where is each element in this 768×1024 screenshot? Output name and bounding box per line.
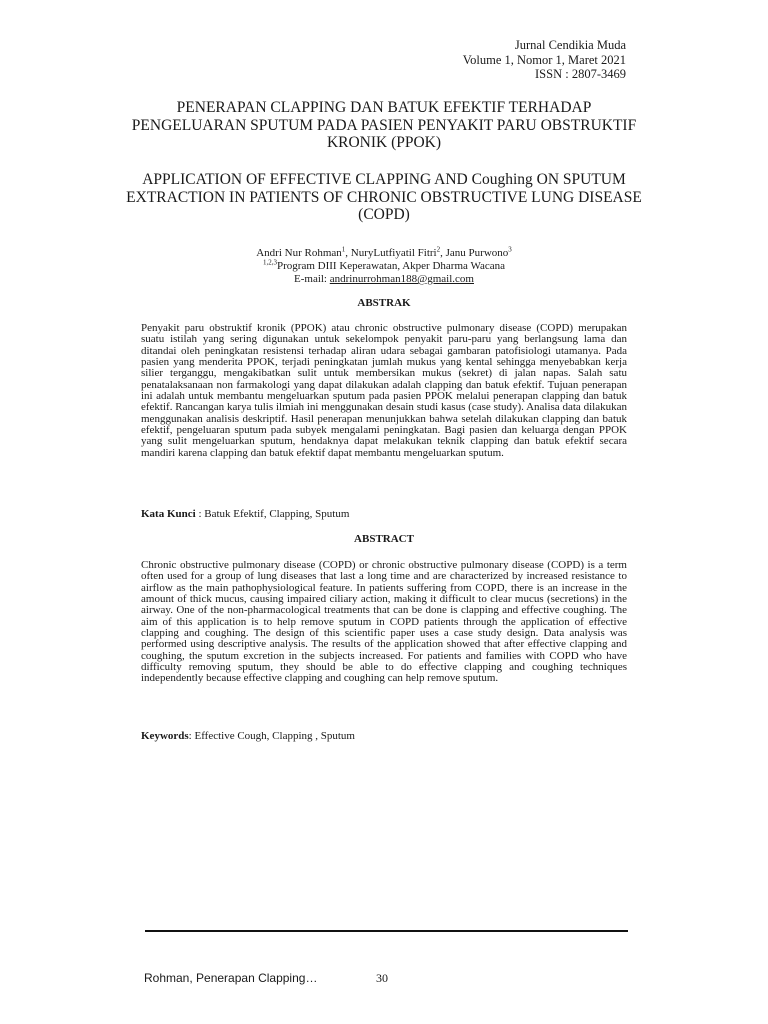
affiliation-text: Program DIII Keperawatan, Akper Dharma Wacana bbox=[277, 260, 505, 272]
running-title: Rohman, Penerapan Clapping… bbox=[144, 971, 318, 985]
kata-kunci-label: Kata Kunci bbox=[141, 508, 196, 520]
journal-header bbox=[463, 38, 626, 82]
email-line bbox=[120, 273, 648, 286]
author-1: Andri Nur Rohman bbox=[256, 247, 342, 259]
keywords-text: : Effective Cough, Clapping , Sputum bbox=[188, 730, 355, 742]
author-2: , NuryLutfiyatil Fitri bbox=[345, 247, 437, 259]
abstract-heading: ABSTRACT bbox=[354, 533, 414, 545]
author-2-sup: 2 bbox=[436, 245, 441, 254]
abstrak-heading: ABSTRAK bbox=[357, 297, 411, 309]
kata-kunci-line bbox=[141, 508, 349, 520]
abstrak-body: Penyakit paru obstruktif kronik (PPOK) atau chronic obstructive pulmonary disease (COPD) merupakan suatu istilah yang sering digunakan untuk sekelompok penyakit paru-paru yang berlangsung lama dan ditandai oleh peningkatan resistensi terhadap aliran udara sebagai gambaran patofisiologi utamanya. Pada pasien yang menderita PPOK, terjadi peningkatan jumlah mukus yang kental sehingga menyebabkan kerja silier terganggu, mengakibatkan sulit untuk membersikan mukus (sekret) di jalan napas. Salah satu penatalaksanaan non farmakologi yang dapat dilakukan adalah clapping dan batuk efektif. Tujuan penerapan ini adalah untuk membantu mengeluarkan sputum pada pasien PPOK melalui penerapan clapping dan batuk efektif. Rancangan karya tulis ilmiah ini menggunakan desain studi kasus (case study). Analisa data dilakukan menggunakan analisis deskriptif. Hasil penerapan menunjukkan bahwa setelah dilakukan clapping dan batuk efektif, pengeluaran sputum pada subyek mengalami peningkatan. Bagi pasien dan keluarga dengan PPOK yang sulit mengeluarkan sputum, hendaknya dapat melakukan teknik clapping dan batuk efektif secara mandiri karena clapping dan batuk efektif dapat membantu mengeluarkan sputum. bbox=[141, 322, 627, 459]
keywords-label: Keywords bbox=[141, 730, 189, 742]
author-block bbox=[120, 247, 648, 286]
author-1-sup: 1 bbox=[341, 245, 346, 254]
email-link[interactable]: andrinurrohman188@gmail.com bbox=[329, 273, 474, 285]
title-indonesian: PENERAPAN CLAPPING DAN BATUK EFEKTIF TERHADAP PENGELUARAN SPUTUM PADA PASIEN PENYAKIT PARU OBSTRUKTIF KRONIK (PPOK) bbox=[131, 99, 637, 151]
author-3: , Janu Purwono bbox=[440, 247, 509, 259]
keywords-line bbox=[141, 730, 355, 742]
page-number: 30 bbox=[376, 971, 388, 985]
journal-name: Jurnal Cendikia Muda bbox=[514, 38, 626, 52]
abstract-body: Chronic obstructive pulmonary disease (COPD) or chronic obstructive pulmonary disease (COPD) is a term often used for a group of lung diseases that last a long time and are characterized by increased resistance to airflow as the main pathophysiological feature. In patients suffering from COPD, there is an increase in the amount of thick mucus, causing impaired ciliary action, making it difficult to clear mucus (secretions) in the airway. One of the non-pharmacological treatments that can be done is clapping and effective coughing. The aim of this application is to help remove sputum in COPD patients through the application of effective clapping and coughing. The design of this scientific paper uses a case study design. Data analysis was performed using descriptive analysis. The results of the application showed that after effective clapping and coughing, the sputum excretion in the subjects increased. For patients and families with COPD who have difficulty removing sputum, they should be able to do effective clapping and coughing techniques independently because effective clapping and coughing can help remove sputum. bbox=[141, 559, 627, 685]
affiliation bbox=[120, 260, 648, 273]
email-label: E-mail: bbox=[294, 273, 330, 285]
journal-issn: ISSN : 2807-3469 bbox=[535, 67, 626, 81]
title-english: APPLICATION OF EFFECTIVE CLAPPING AND Coughing ON SPUTUM EXTRACTION IN PATIENTS OF CHRONIC OBSTRUCTIVE LUNG DISEASE (COPD) bbox=[126, 171, 642, 223]
author-names bbox=[120, 247, 648, 260]
journal-volume: Volume 1, Nomor 1, Maret 2021 bbox=[462, 52, 626, 67]
footer-rule bbox=[145, 930, 628, 932]
author-3-sup: 3 bbox=[508, 245, 512, 254]
affiliation-sup: 1,2,3 bbox=[263, 258, 277, 267]
kata-kunci-text: : Batuk Efektif, Clapping, Sputum bbox=[195, 508, 350, 520]
